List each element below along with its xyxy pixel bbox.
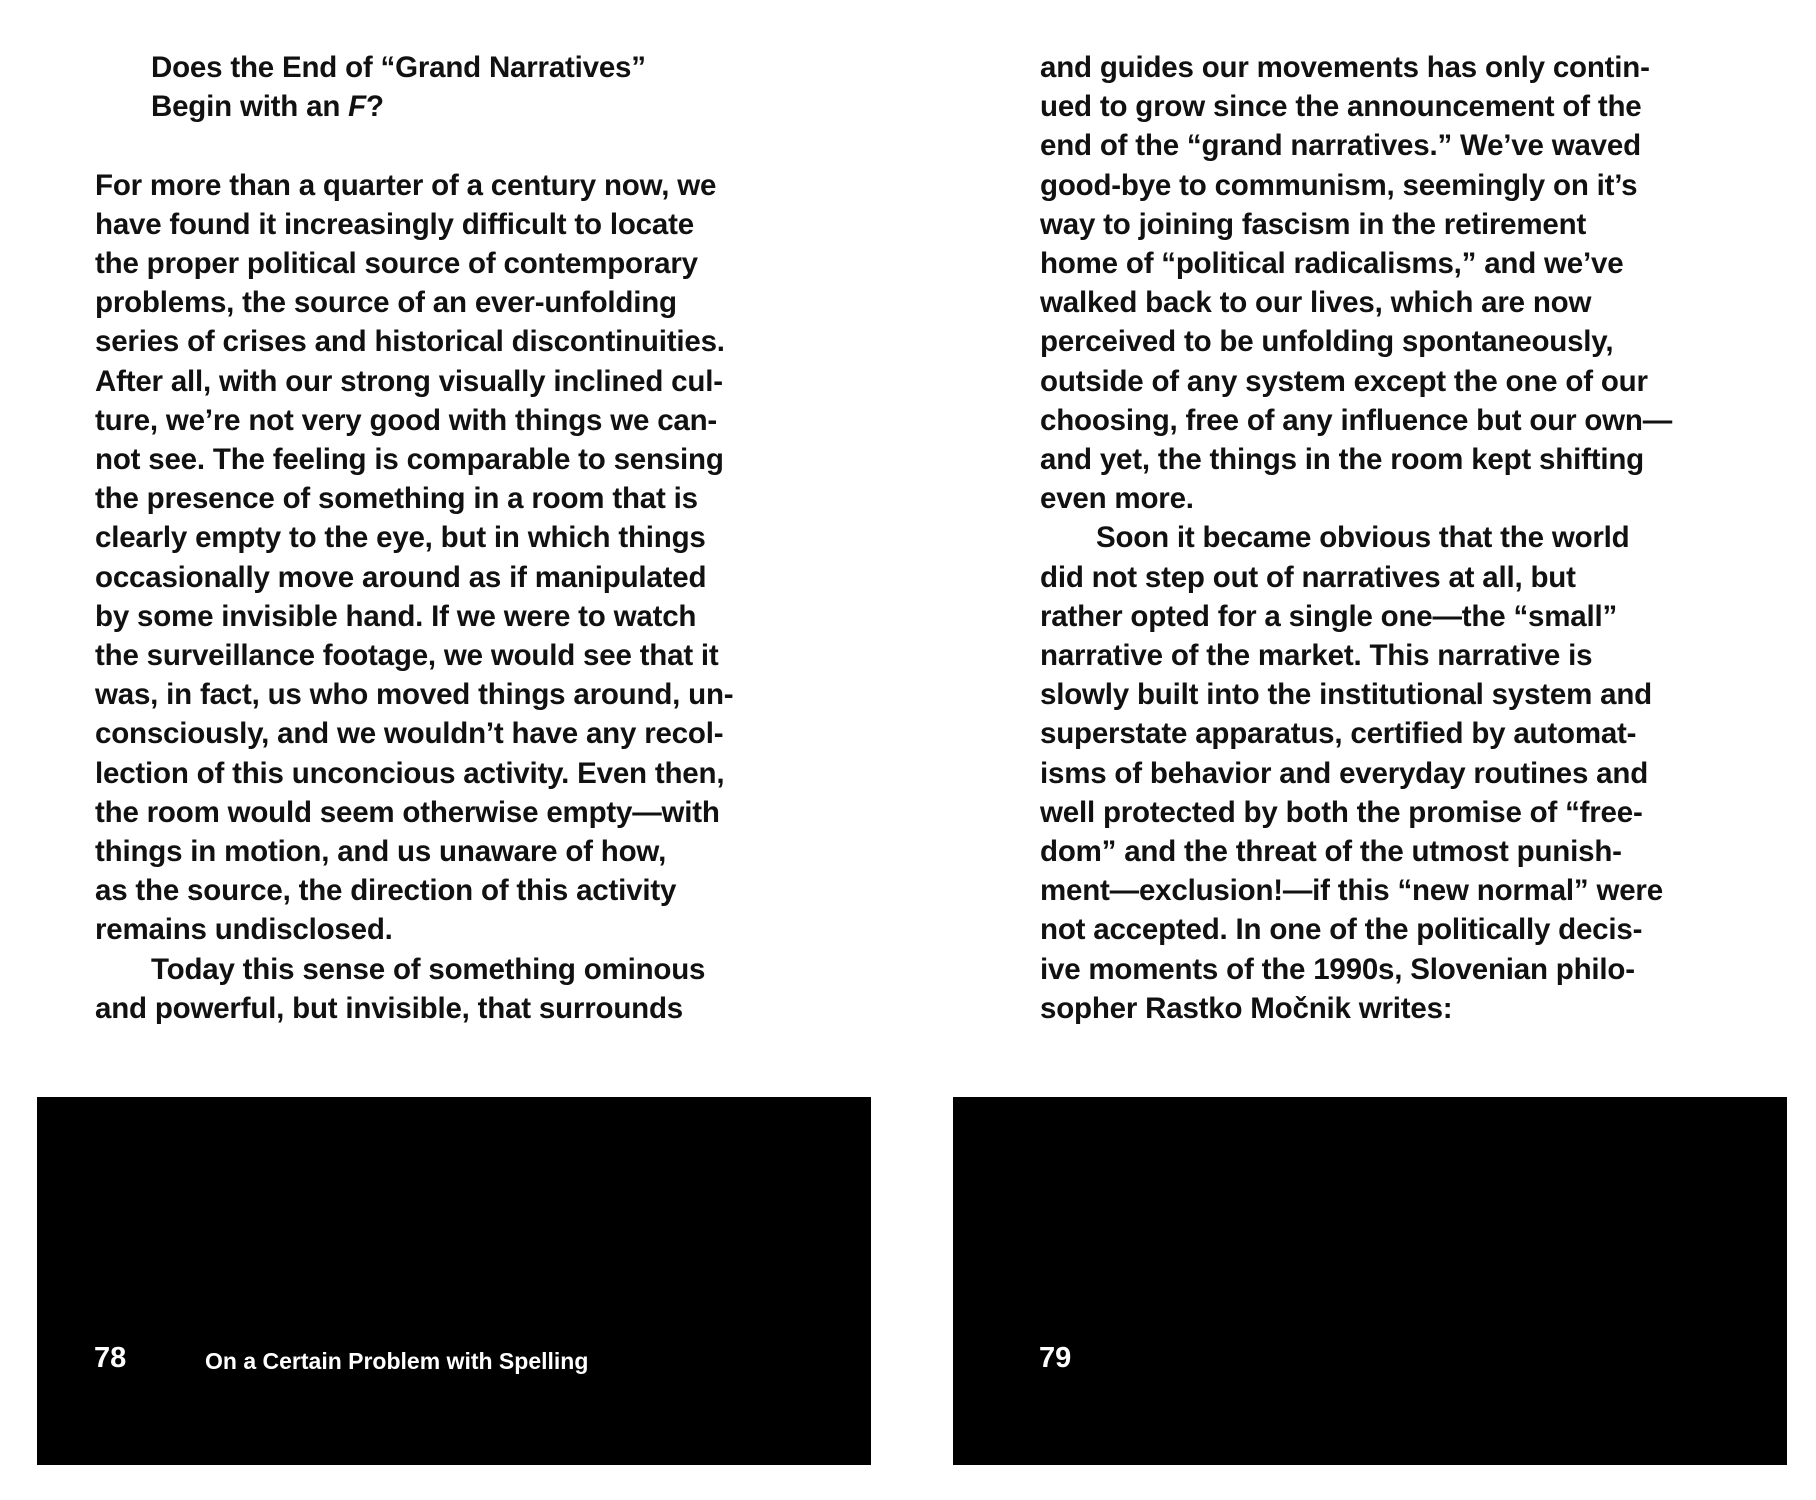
page-number: 78 — [94, 1342, 127, 1374]
text-line: even more. — [1040, 482, 1194, 516]
body-paragraph — [95, 166, 795, 950]
text-line: occasionally move around as if manipulated — [95, 560, 707, 594]
text-line: ive moments of the 1990s, Slovenian philo- — [1040, 952, 1635, 986]
text-line: series of crises and historical discontinuities. — [95, 325, 725, 359]
text-line: not accepted. In one of the politically decis- — [1040, 913, 1643, 947]
text-line: by some invisible hand. If we were to watch — [95, 599, 697, 633]
body-paragraph — [95, 950, 795, 1028]
text-line: was, in fact, us who moved things around, un- — [95, 678, 734, 712]
text-line: the surveillance footage, we would see that it — [95, 639, 719, 673]
text-line: the room would seem otherwise empty—with — [95, 795, 720, 829]
right-page — [908, 0, 1816, 1500]
footer-block — [37, 1097, 871, 1465]
text-line: home of “political radicalisms,” and we’ve — [1040, 247, 1624, 281]
text-line: rather opted for a single one—the “small” — [1040, 599, 1617, 633]
text-line: dom” and the threat of the utmost punish- — [1040, 835, 1622, 869]
heading-line: Does the End of “Grand Narratives” — [151, 51, 646, 84]
text-line: problems, the source of an ever-unfolding — [95, 286, 677, 320]
text-line: clearly empty to the eye, but in which things — [95, 521, 706, 555]
text-line: For more than a quarter of a century now, we — [95, 168, 717, 202]
text-line: did not step out of narratives at all, but — [1040, 560, 1576, 594]
text-line: outside of any system except the one of our — [1040, 364, 1648, 398]
heading-line — [95, 87, 795, 126]
heading-text: ? — [365, 90, 384, 124]
footer-block — [953, 1097, 1787, 1465]
text-line: well protected by both the promise of “free- — [1040, 795, 1643, 829]
text-line: consciously, and we wouldn’t have any recol- — [95, 717, 724, 751]
text-line: things in motion, and us unaware of how, — [95, 835, 667, 869]
text-line: remains undisclosed. — [95, 913, 393, 947]
text-line: the presence of something in a room that is — [95, 482, 698, 516]
text-line: sopher Rastko Močnik writes: — [1040, 991, 1453, 1025]
text-line: the proper political source of contemporary — [95, 247, 698, 280]
text-line: superstate apparatus, certified by automat- — [1040, 717, 1637, 751]
heading-italic-letter: F — [348, 90, 366, 124]
text-line: and powerful, but invisible, that surrounds — [95, 991, 683, 1025]
text-line: ture, we’re not very good with things we can- — [95, 403, 718, 437]
text-line: walked back to our lives, which are now — [1040, 286, 1592, 320]
text-line: not see. The feeling is comparable to sensing — [95, 443, 724, 477]
text-line: choosing, free of any influence but our own— — [1040, 403, 1673, 437]
text-line: narrative of the market. This narrative is — [1040, 639, 1593, 673]
right-text-column — [1040, 48, 1750, 1028]
text-line: slowly built into the institutional system and — [1040, 678, 1652, 712]
text-line: have found it increasingly difficult to locate — [95, 207, 694, 241]
text-line: isms of behavior and everyday routines and — [1040, 756, 1649, 790]
text-line: good-bye to communism, seemingly on it’s — [1040, 168, 1638, 202]
body-paragraph — [1040, 518, 1750, 1028]
page-number: 79 — [1039, 1342, 1072, 1374]
text-line: lection of this unconcious activity. Even then, — [95, 756, 725, 790]
text-line: way to joining fascism in the retirement — [1040, 207, 1587, 241]
text-line: and yet, the things in the room kept shifting — [1040, 443, 1644, 477]
text-line: Today this sense of something ominous — [151, 952, 706, 986]
text-line: After all, with our strong visually inclined cul- — [95, 364, 723, 398]
text-line: end of the “grand narratives.” We’ve waved — [1040, 129, 1641, 163]
chapter-heading — [95, 48, 795, 126]
heading-text: Begin with an — [151, 90, 349, 124]
left-text-column — [95, 48, 795, 1028]
text-line: and guides our movements has only contin- — [1040, 51, 1650, 84]
text-line: Soon it became obvious that the world — [1096, 521, 1630, 555]
running-title: On a Certain Problem with Spelling — [205, 1348, 589, 1374]
text-line: ment—exclusion!—if this “new normal” were — [1040, 874, 1663, 908]
text-line: perceived to be unfolding spontaneously, — [1040, 325, 1614, 359]
text-line: ued to grow since the announcement of the — [1040, 90, 1642, 124]
text-line: as the source, the direction of this activity — [95, 874, 677, 908]
body-paragraph — [1040, 48, 1750, 518]
